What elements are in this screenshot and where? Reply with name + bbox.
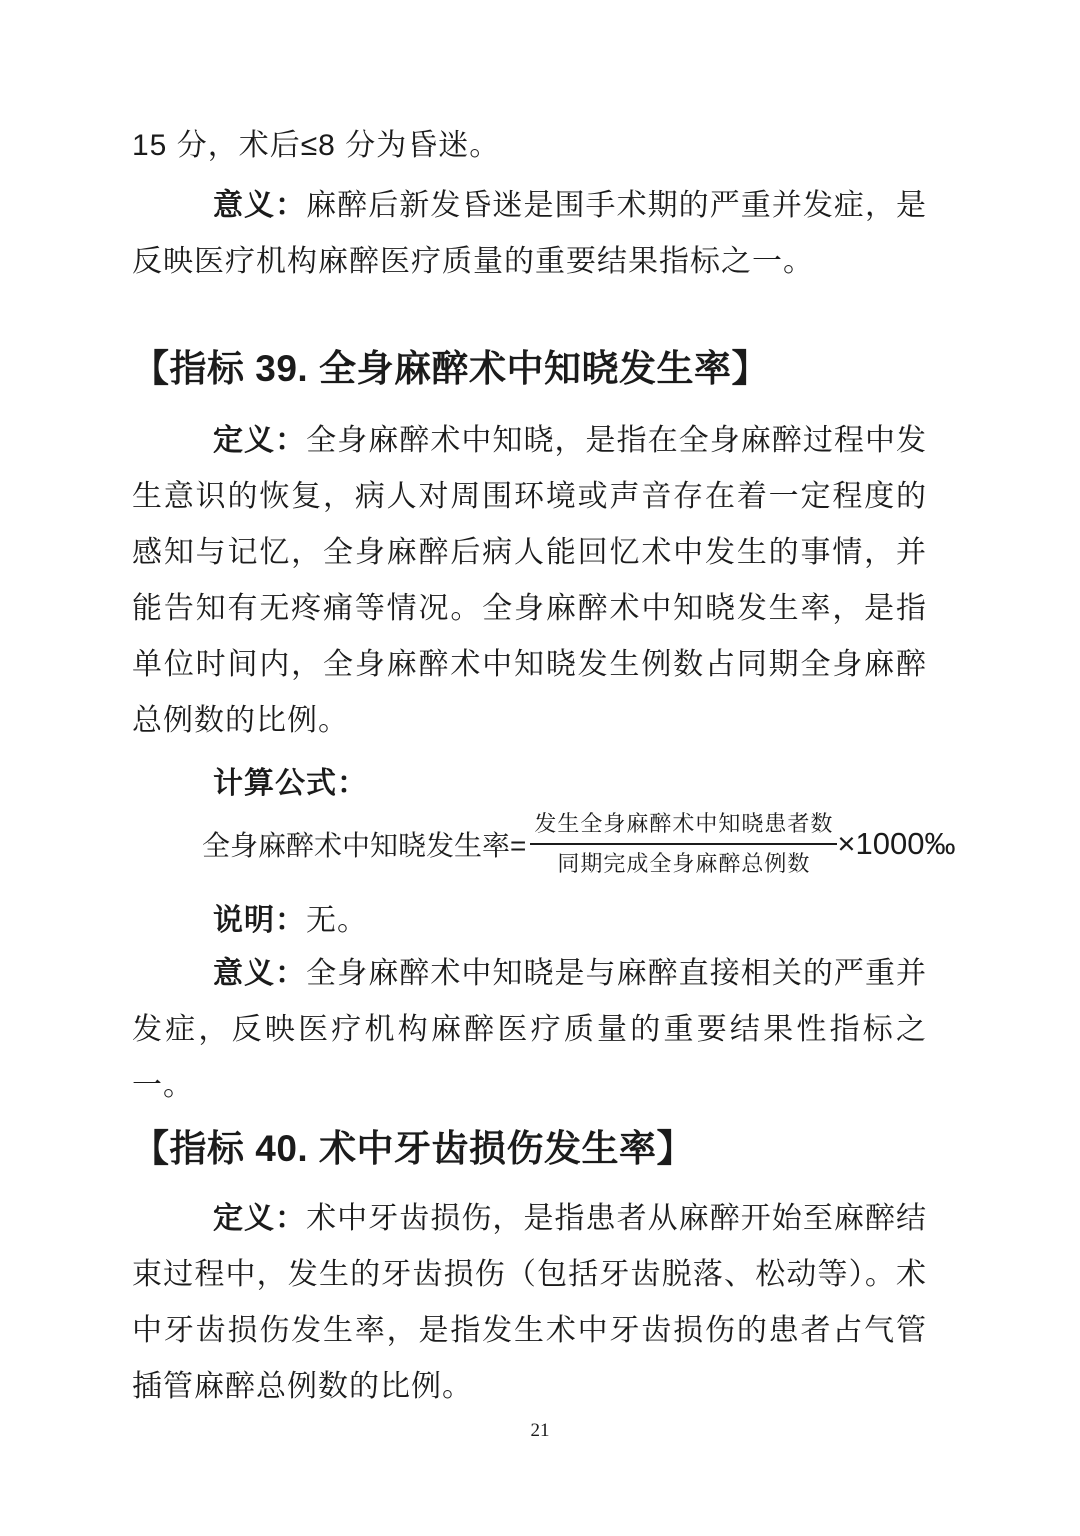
indicator-39-note-paragraph: [132, 893, 927, 949]
significance-text: 全身麻醉术中知晓是与麻醉直接相关的严重并发症，反映医疗机构麻醉医疗质量的重要结果性指标之一。: [132, 957, 928, 1102]
formula-denominator: 同期完成全身麻醉总例数: [557, 850, 811, 876]
significance-label: 意义：: [213, 957, 307, 990]
formula-fraction: [530, 810, 837, 877]
note-text: 无。: [306, 904, 368, 937]
formula-label: 计算公式：: [213, 767, 368, 800]
definition-label: 定义：: [213, 424, 307, 457]
definition-text: 术中牙齿损伤，是指患者从麻醉开始至麻醉结束过程中，发生的牙齿损伤（包括牙齿脱落、松动等）。术中牙齿损伤发生率，是指发生术中牙齿损伤的患者占气管插管麻醉总例数的比例。: [132, 1202, 928, 1403]
significance-label: 意义：: [213, 189, 307, 222]
previous-indicator-significance-paragraph: [132, 178, 927, 290]
indicator-39-formula-heading: [132, 756, 927, 812]
indicator-40-definition-paragraph: [132, 1191, 927, 1415]
definition-text: 全身麻醉术中知晓，是指在全身麻醉过程中发生意识的恢复，病人对周围环境或声音存在着一定程度的感知与记忆，全身麻醉后病人能回忆术中发生的事情，并能告知有无疼痛等情况。全身麻醉术中知晓发生率，是指单位时间内，全身麻醉术中知晓发生例数占同期全身麻醉总例数的比例。: [132, 424, 928, 737]
indicator-39-heading: 【指标 39. 全身麻醉术中知晓发生率】: [132, 348, 769, 389]
previous-indicator-closing-line: 15 分，术后≤8 分为昏迷。: [132, 129, 501, 162]
formula-multiplier: ×1000‰: [837, 825, 956, 861]
indicator-39-significance-paragraph: [132, 946, 927, 1114]
formula-lhs: 全身麻醉术中知晓发生率=: [202, 829, 527, 861]
significance-text: 麻醉后新发昏迷是围手术期的严重并发症，是反映医疗机构麻醉医疗质量的重要结果指标之一。: [132, 189, 928, 278]
note-label: 说明：: [213, 904, 306, 937]
formula-numerator: 发生全身麻醉术中知晓患者数: [530, 810, 837, 845]
definition-label: 定义：: [213, 1202, 307, 1235]
page-number: 21: [530, 1420, 550, 1441]
indicator-40-heading: 【指标 40. 术中牙齿损伤发生率】: [132, 1128, 694, 1169]
indicator-39-definition-paragraph: [132, 413, 927, 749]
indicator-39-formula: [202, 810, 955, 877]
